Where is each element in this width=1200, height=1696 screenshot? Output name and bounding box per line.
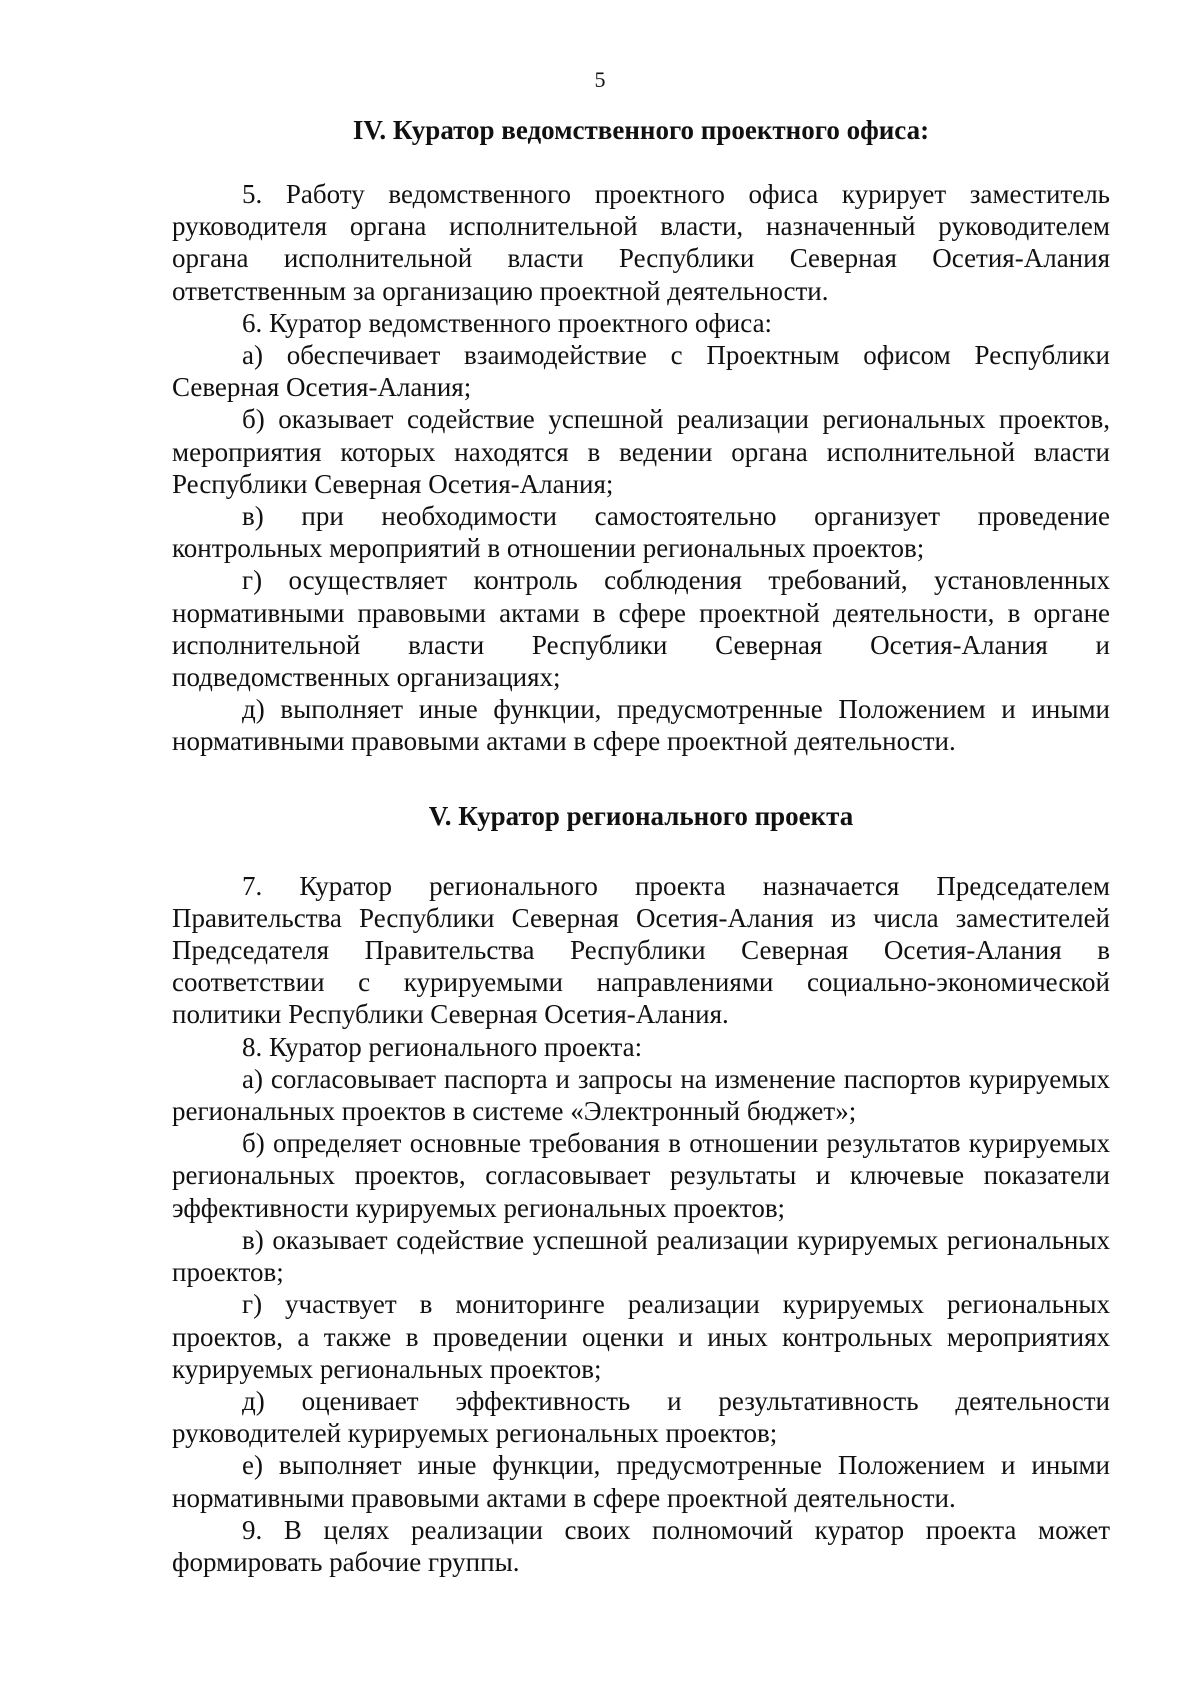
- paragraph-6v: в) при необходимости самостоятельно организует проведение контрольных мероприятий в отношении региональных проектов;: [172, 501, 1110, 564]
- paragraph-8a: а) согласовывает паспорта и запросы на изменение паспортов курируемых региональных проектов в системе «Электронный бюджет»;: [172, 1063, 1110, 1127]
- paragraph-8d: д) оценивает эффективность и результативность деятельности руководителей курируемых региональных проектов;: [172, 1385, 1110, 1449]
- paragraph-8g: г) участвует в мониторинге реализации курируемых региональных проектов, а также в проведении оценки и иных контрольных мероприятиях курируемых региональных проектов;: [172, 1289, 1110, 1384]
- paragraph-6: 6. Куратор ведомственного проектного офиса:: [242, 307, 773, 338]
- paragraph-8b: б) определяет основные требования в отношении результатов курируемых региональных проектов, согласовывает результаты и ключевые показатели эффективности курируемых региональных проектов;: [172, 1128, 1110, 1223]
- document-body: [172, 112, 1110, 1578]
- paragraph-6b: б) оказывает содействие успешной реализации региональных проектов, мероприятия которых находятся в ведении органа исполнительной власти Республики Северная Осетия-Алания;: [172, 404, 1110, 499]
- paragraph-6d: д) выполняет иные функции, предусмотренные Положением и иными нормативными правовыми актами в сфере проектной деятельности.: [172, 694, 1110, 757]
- paragraph-6g: г) осуществляет контроль соблюдения требований, установленных нормативными правовыми актами в сфере проектной деятельности, в органе исполнительной власти Республики Северная Осетия-Алания и подведомственных организациях;: [172, 565, 1110, 693]
- paragraph-8v: в) оказывает содействие успешной реализации курируемых региональных проектов;: [172, 1224, 1110, 1288]
- section-heading-iv: IV. Куратор ведомственного проектного офиса:: [352, 115, 930, 145]
- paragraph-6a: а) обеспечивает взаимодействие с Проектным офисом Республики Северная Осетия-Алания;: [172, 340, 1110, 403]
- paragraph-7: 7. Куратор регионального проекта назначается Председателем Правительства Республики Северная Осетия-Алания из числа заместителей Председателя Правительства Республики Северная Осетия-Алания в соответствии с курируемыми направлениями социально-экономической политики Республики Северная Осетия-Алания.: [172, 870, 1110, 1030]
- paragraph-8e: е) выполняет иные функции, предусмотренные Положением и иными нормативными правовыми актами в сфере проектной деятельности.: [172, 1450, 1110, 1513]
- paragraph-8: 8. Куратор регионального проекта:: [242, 1031, 643, 1062]
- section-heading-v: V. Куратор регионального проекта: [428, 800, 854, 831]
- paragraph-5: 5. Работу ведомственного проектного офиса курирует заместитель руководителя органа исполнительной власти, назначенный руководителем органа исполнительной власти Республики Северная Осетия-Алания ответственным за организацию проектной деятельности.: [172, 179, 1110, 306]
- paragraph-9: 9. В целях реализации своих полномочий куратор проекта может формировать рабочие группы.: [172, 1514, 1110, 1577]
- page-number: 5: [594, 67, 606, 92]
